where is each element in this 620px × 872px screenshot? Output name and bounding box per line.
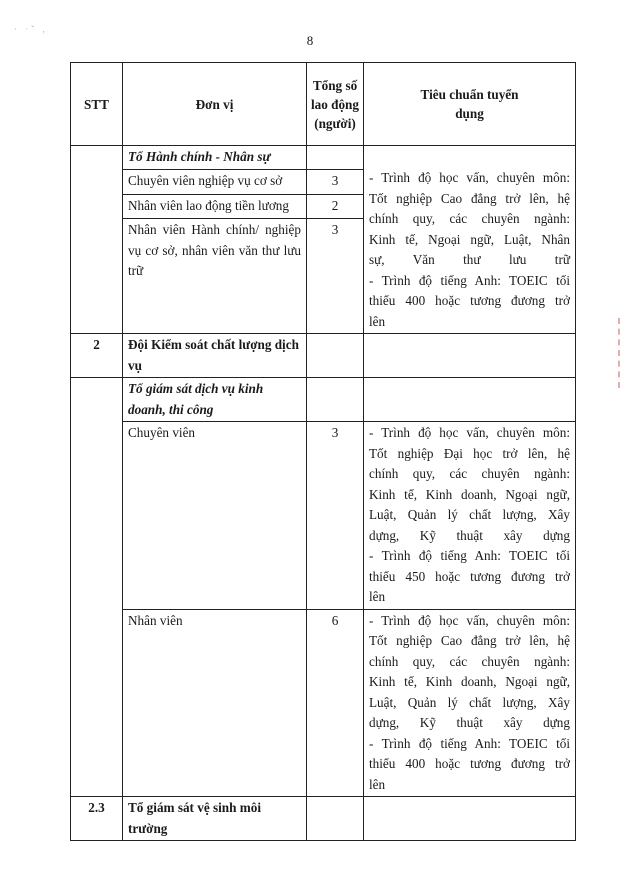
- standard-cell-specialist: [364, 422, 576, 610]
- table-row: [71, 146, 576, 170]
- table-row: [71, 422, 576, 610]
- standard-line: - Trình độ tiếng Anh: TOEIC tối: [369, 548, 570, 563]
- group-title-supervision: Tổ giám sát dịch vụ kinh doanh, thi công: [123, 378, 307, 422]
- count-cell: 3: [307, 422, 364, 610]
- stamp-edge-mark: [612, 318, 620, 388]
- standard-line: Kinh tế, Kinh doanh, Ngoại ngữ,: [369, 486, 570, 502]
- standard-line: chính quy, các chuyên ngành:: [369, 211, 570, 226]
- standard-line: Luật, Quản lý chất lượng, Xây: [369, 694, 570, 710]
- standard-cell-empty: [364, 378, 576, 422]
- standard-line: Kinh tế, Kinh doanh, Ngoại ngữ,: [369, 674, 570, 689]
- standard-line: - Trình độ học vấn, chuyên môn:: [369, 425, 570, 440]
- standard-line: lên: [369, 313, 386, 329]
- standard-line: chính quy, các chuyên ngành:: [369, 653, 570, 669]
- header-count: Tổng số lao động (người): [307, 63, 364, 146]
- unit-cell: Nhân viên lao động tiền lương: [123, 194, 307, 218]
- stt-cell-empty: [71, 378, 123, 797]
- table-row: [71, 609, 576, 797]
- dept-title: Tổ giám sát vệ sinh môi trường: [123, 797, 307, 841]
- count-cell-empty: [307, 797, 364, 841]
- standard-line: lên: [369, 589, 386, 604]
- standard-line: - Trình độ tiếng Anh: TOEIC tối: [369, 272, 570, 288]
- standard-line: chính quy, các chuyên ngành:: [369, 466, 570, 481]
- table-header-row: [71, 63, 576, 146]
- unit-cell: Chuyên viên nghiệp vụ cơ sở: [123, 170, 307, 194]
- table-row: [71, 334, 576, 378]
- standard-line: Kinh tế, Ngoại ngữ, Luật, Nhân: [369, 231, 570, 247]
- unit-cell: Chuyên viên: [123, 422, 307, 610]
- recruitment-table: [70, 62, 576, 841]
- count-cell-empty: [307, 334, 364, 378]
- standard-line: dựng, Kỹ thuật xây dựng: [369, 527, 570, 543]
- standard-line: lên: [369, 776, 386, 792]
- standard-line: Luật, Quản lý chất lượng, Xây: [369, 507, 570, 522]
- standard-line: - Trình độ tiếng Anh: TOEIC tối: [369, 735, 570, 751]
- unit-cell: Nhân viên Hành chính/ nghiệp vụ cơ sở, nhân viên văn thư lưu trữ: [123, 219, 307, 334]
- standard-line: sự, Văn thư lưu trữ: [369, 252, 570, 267]
- stt-cell: 2.3: [71, 797, 123, 841]
- count-cell-empty: [307, 378, 364, 422]
- standard-line: dựng, Kỹ thuật xây dựng: [369, 715, 570, 730]
- scan-mark: · ·ˇ ,: [14, 24, 48, 34]
- count-cell: 6: [307, 609, 364, 797]
- table-row: [71, 378, 576, 422]
- standard-cell-staff: [364, 609, 576, 797]
- standard-cell-admin: [364, 146, 576, 334]
- standard-line: Tốt nghiệp Cao đẳng trở lên, hệ: [369, 633, 570, 648]
- header-standard: [364, 63, 576, 146]
- unit-cell: Nhân viên: [123, 609, 307, 797]
- dept-title: Đội Kiểm soát chất lượng dịch vụ: [123, 334, 307, 378]
- standard-line: thiểu 400 hoặc tương đương trở: [369, 756, 570, 771]
- standard-line: Tốt nghiệp Đại học trở lên, hệ: [369, 445, 570, 461]
- stt-cell: 2: [71, 334, 123, 378]
- count-cell: 3: [307, 170, 364, 194]
- standard-line: - Trình độ học vấn, chuyên môn:: [369, 612, 570, 628]
- header-standard-text: Tiêu chuẩn tuyển dụng: [420, 87, 519, 121]
- group-title-admin: Tổ Hành chính - Nhân sự: [123, 146, 307, 170]
- standard-cell-empty: [364, 334, 576, 378]
- count-cell: 2: [307, 194, 364, 218]
- header-stt: STT: [71, 63, 123, 146]
- count-cell-empty: [307, 146, 364, 170]
- header-unit: Đơn vị: [123, 63, 307, 146]
- standard-line: - Trình độ học vấn, chuyên môn:: [369, 170, 570, 185]
- standard-line: thiểu 450 hoặc tương đương trở: [369, 568, 570, 584]
- table-row: [71, 797, 576, 841]
- standard-line: Tốt nghiệp Cao đẳng trở lên, hệ: [369, 190, 570, 206]
- standard-cell-empty: [364, 797, 576, 841]
- count-cell: 3: [307, 219, 364, 334]
- stt-cell-empty: [71, 146, 123, 334]
- standard-line: thiểu 400 hoặc tương đương trở: [369, 293, 570, 308]
- page-number: 8: [306, 33, 314, 48]
